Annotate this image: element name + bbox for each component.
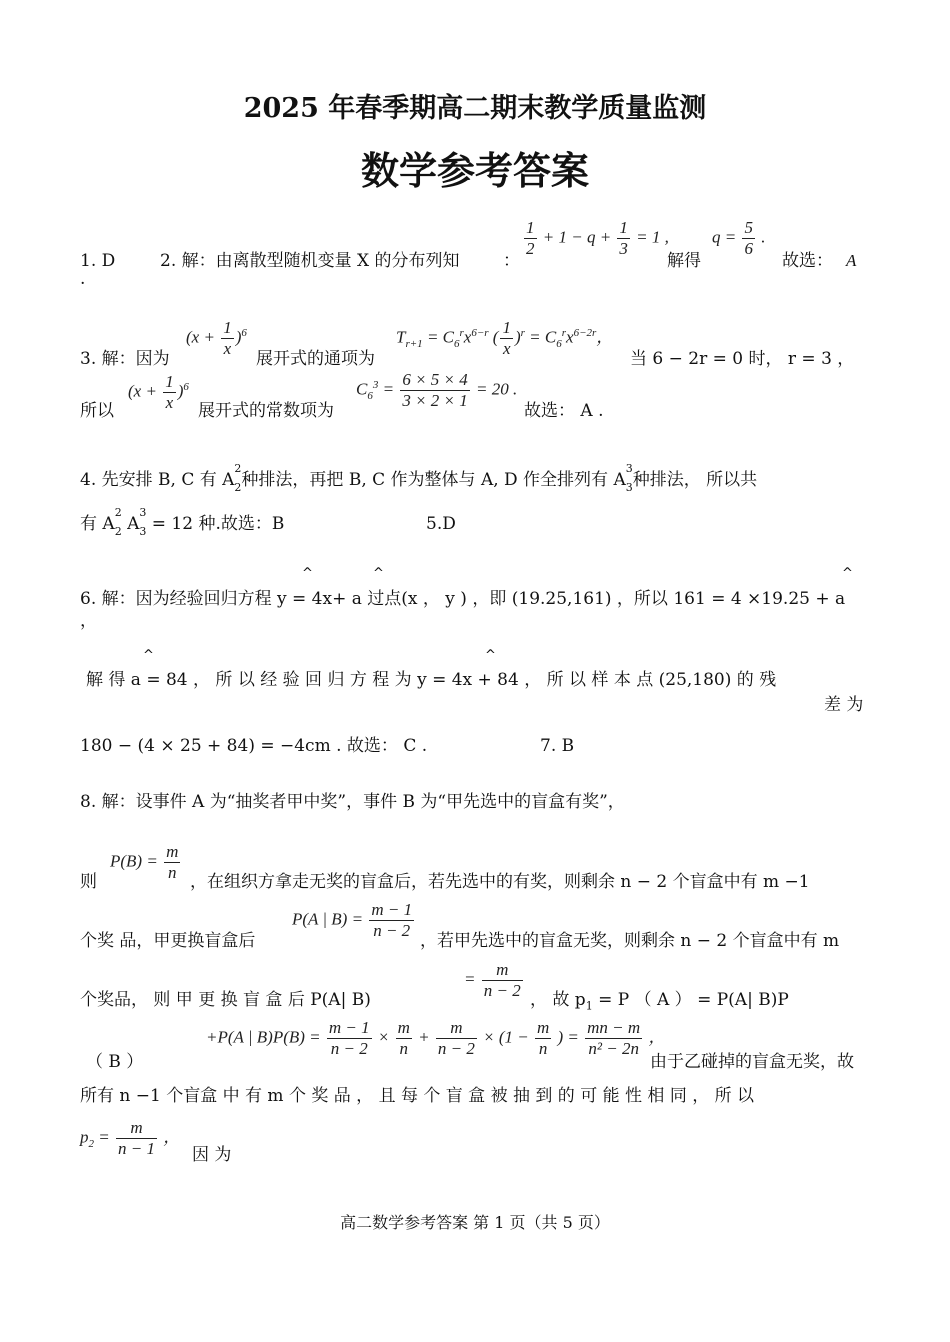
q8-line5-b: 由于乙碰掉的盲盒无奖，故 (650, 1052, 854, 1072)
q6-line2-tail: 差 为 (824, 695, 864, 715)
hat-mark: ^ (842, 566, 853, 581)
q8-pabbar-formula: = $\frac{m}{n - 2}$ (464, 960, 521, 1000)
q2-colon: ： (503, 251, 520, 271)
q6-line2: 解 得 a = 84 ， 所 以 经 验 回 归 方 程 为 y = 4x + 84 ， 所 以 样 本 点 (25,180) 的 残 (86, 670, 777, 690)
q8-p2-formula: $p_2$ = $\frac{m}{n - 1}$ ， (80, 1118, 181, 1158)
fraction: $\frac{m}{n}$ (397, 1018, 410, 1058)
q8-pb-formula: P(B) = $\frac{m}{n}$ (110, 842, 179, 882)
q3-binomial-1: (x + $\frac{1}{x}$ )$^6$ (186, 318, 247, 358)
page-subtitle: 数学参考答案 (360, 148, 589, 193)
q8-line4: 个奖品， 则 甲 更 换 盲 盒 后 P(A| B) (80, 990, 371, 1010)
hat-mark: ^ (302, 566, 313, 581)
q1-answer: 1. D (80, 251, 116, 271)
page-footer: 高二数学参考答案 第 1 页（共 5 页） (340, 1213, 610, 1232)
q3-binomial-2: (x + $\frac{1}{x}$ )$^6$ (128, 372, 189, 412)
q6-line1: 6. 解：因为经验回归方程 y = 4x+ a 过点(x ， y ) ，即 (19.25,161) ，所以 161 = 4 ×19.25 + a (80, 589, 846, 609)
hat-mark: ^ (373, 566, 384, 581)
q2-q-value: q = $\frac{5}{6}$ . (712, 218, 766, 258)
q3-line1-a: 3. 解：因为 (80, 349, 170, 369)
q8-line2: ，在组织方拿走无奖的盲盒后，若先选中的有奖，则剩余 n − 2 个盲盒中有 m −1 (190, 872, 810, 892)
hat-mark: ^ (143, 648, 154, 663)
fraction: $\frac{1}{2}$ (526, 218, 535, 258)
q2-answer: A (846, 251, 857, 270)
fraction: $\frac{m}{n}$ (166, 842, 179, 882)
q3-constant-term: $C_6^3$ = $\frac{6 \times 5 \times 4}{3 \times 2 \times 1}$ = 20 . (356, 370, 518, 410)
q8-p1-formula: +P(A | B)P(B) = $\frac{m - 1}{n - 2}$ × $\frac{m}{n}$ + $\frac{m}{n - 2}$ × (1 − $\frac{m}{n}$ ) = $\frac{mn - m}{\text{n² − 2n}}$ ， (206, 1018, 666, 1058)
q8-then: 则 (80, 872, 97, 892)
q2-text: 2. 解：由离散型随机变量 X 的分布列知 (160, 251, 460, 271)
q3-line2-a: 所以 (80, 401, 114, 421)
fraction: $\frac{1}{3}$ (619, 218, 628, 258)
q8-line5-a: （ B ） (86, 1052, 144, 1072)
q8-line4-tail: ， 故 $p_1 = P$ （ A ） = P(A| B)P (530, 990, 789, 1013)
q2-choose-label: 故选： (782, 251, 833, 271)
fraction: $\frac{1}{x}$ (165, 372, 174, 412)
q6-comma: ， (80, 611, 97, 631)
fraction: $\frac{1}{x}$ (223, 318, 232, 358)
fraction: $\frac{m}{n - 2}$ (483, 960, 521, 1000)
q8-line3-a: 个奖 品，甲更换盲盒后 (80, 931, 256, 951)
fraction: $\frac{m - 1}{n - 2}$ (371, 900, 413, 940)
q3-line1-c: 当 6 − 2r = 0 时， r = 3 ， (630, 349, 855, 369)
q1-dot: . (80, 269, 86, 289)
fraction: $\frac{m}{n - 1}$ (117, 1118, 155, 1158)
q3-line2-c: 故选： A . (524, 401, 604, 421)
q2-equation: $\frac{1}{2}$ + 1 − q + $\frac{1}{3}$ = 1 , (526, 218, 669, 258)
fraction: $\frac{6 \times 5 \times 4}{3 \times 2 \times 1}$ (402, 370, 468, 410)
fraction: $\frac{m - 1}{n - 2}$ (328, 1018, 370, 1058)
fraction: $\frac{mn - m}{\text{n² − 2n}}$ (587, 1018, 641, 1058)
q3-general-term: $T_{r+1} = C_6^rx^{6-r}$ ( $\frac{1}{x}$ )$^r = C_6^rx^{6-2r}$， (396, 318, 614, 358)
fraction: $\frac{m}{n - 2}$ (437, 1018, 475, 1058)
q6-line3: 180 − (4 × 25 + 84) = −4cm . 故选： C . (80, 736, 428, 756)
fraction: $\frac{5}{6}$ (744, 218, 753, 258)
q4-line2: 有 A 2 $_2$ A 3 $_3$ = 12 种.故选：B (80, 506, 285, 538)
q8-line6: 所有 n −1 个盲盒 中 有 m 个 奖 品 ， 且 每 个 盲 盒 被 抽 到 的 可 能 性 相 同 ， 所 以 (80, 1086, 755, 1106)
q8-pab-formula: P(A | B) = $\frac{m - 1}{n - 2}$ (292, 900, 413, 940)
q4-line1: 4. 先安排 B, C 有 A 2 $_2$种排法，再把 B, C 作为整体与 A, D 作全排列有 A 3 $_3$种排法， 所以共 (80, 462, 758, 494)
q3-line2-b: 展开式的常数项为 (198, 401, 334, 421)
fraction: $\frac{1}{x}$ (502, 318, 511, 358)
q2-solve-label: 解得 (667, 251, 701, 271)
q3-line1-b: 展开式的通项为 (256, 349, 375, 369)
fraction: $\frac{m}{n}$ (536, 1018, 550, 1058)
q8-line3-b: ，若甲先选中的盲盒无奖，则剩余 n − 2 个盲盒中有 m (420, 931, 840, 951)
hat-mark: ^ (485, 648, 496, 663)
q7-answer: 7. B (540, 736, 575, 756)
q8-because: 因 为 (192, 1145, 232, 1165)
q5-answer: 5.D (426, 514, 456, 534)
page-title: 2025 年春季期高二期末教学质量监测 (243, 93, 707, 124)
q8-line1: 8. 解：设事件 A 为“抽奖者甲中奖”，事件 B 为“甲先选中的盲盒有奖”， (80, 792, 625, 812)
